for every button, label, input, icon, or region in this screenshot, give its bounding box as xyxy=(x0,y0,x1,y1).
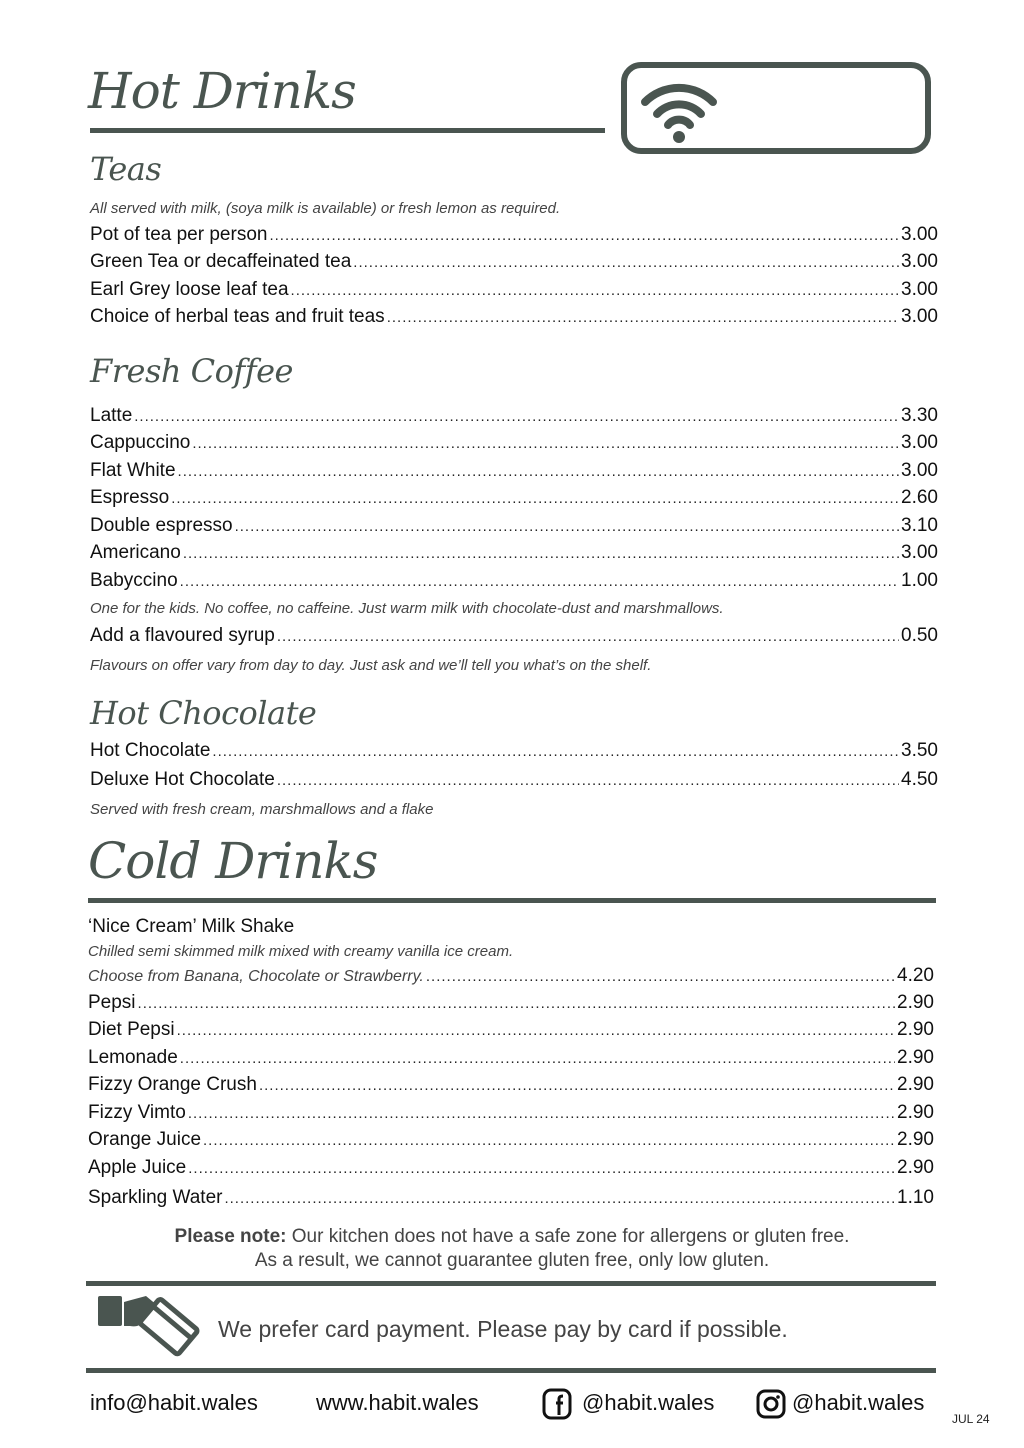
teas-note: All served with milk, (soya milk is available) or fresh lemon as required. xyxy=(90,200,561,217)
menu-item: Hot Chocolate ..... 3.50 xyxy=(90,740,938,762)
instagram-icon xyxy=(756,1389,786,1419)
menu-item: Apple Juice ..... 2.90 xyxy=(88,1157,934,1179)
syrup-note: Flavours on offer vary from day to day. Just ask and we’ll tell you what’s on the shelf. xyxy=(90,657,652,674)
menu-item: Fizzy Orange Crush ..... 2.90 xyxy=(88,1074,934,1096)
shake-desc: Chilled semi skimmed milk mixed with creamy vanilla ice cream. xyxy=(88,943,514,960)
website-link[interactable]: www.habit.wales xyxy=(316,1390,479,1415)
wifi-box xyxy=(621,62,931,154)
menu-item: Earl Grey loose leaf tea ..... 3.00 xyxy=(90,279,938,301)
menu-item: Fizzy Vimto ..... 2.90 xyxy=(88,1102,934,1124)
teas-heading: Teas xyxy=(90,150,162,188)
menu-item: Green Tea or decaffeinated tea ..... 3.00 xyxy=(90,251,938,273)
coffee-heading: Fresh Coffee xyxy=(90,352,293,390)
facebook-icon xyxy=(542,1388,572,1420)
menu-item: Deluxe Hot Chocolate ..... 4.50 xyxy=(90,769,938,791)
wifi-icon xyxy=(639,80,719,144)
menu-item: Sparkling Water ..... 1.10 xyxy=(88,1187,934,1209)
menu-item: Orange Juice ..... 2.90 xyxy=(88,1129,934,1151)
divider xyxy=(86,1368,936,1373)
menu-item: Pot of tea per person ..... 3.00 xyxy=(90,224,938,246)
date-code: JUL 24 xyxy=(952,1412,990,1426)
menu-item: Double espresso ..... 3.10 xyxy=(90,515,938,537)
menu-item: Choice of herbal teas and fruit teas ..... 3.00 xyxy=(90,306,938,328)
menu-item: ‘Nice Cream’ Milk Shake xyxy=(88,916,295,937)
chocolate-heading: Hot Chocolate xyxy=(90,694,317,732)
menu-item: Espresso ..... 2.60 xyxy=(90,487,938,509)
divider xyxy=(86,1281,936,1286)
allergen-notice-line2: As a result, we cannot guarantee gluten free, only low gluten. xyxy=(254,1250,770,1271)
divider xyxy=(88,898,936,903)
allergen-notice: Please note: Our kitchen does not have a safe zone for allergens or gluten free. xyxy=(174,1226,850,1247)
menu-item: Flat White ..... 3.00 xyxy=(90,460,938,482)
menu-item: Americano ..... 3.00 xyxy=(90,542,938,564)
menu-item: Choose from Banana, Chocolate or Strawberry. ..... 4.20 xyxy=(88,965,934,987)
chocolate-note: Served with fresh cream, marshmallows and a flake xyxy=(90,801,434,818)
instagram-link[interactable]: @habit.wales xyxy=(792,1390,925,1415)
facebook-link[interactable]: @habit.wales xyxy=(582,1390,715,1415)
email-link[interactable]: info@habit.wales xyxy=(90,1390,258,1415)
card-payment-text: We prefer card payment. Please pay by card if possible. xyxy=(218,1316,788,1342)
menu-item: Diet Pepsi ..... 2.90 xyxy=(88,1019,934,1041)
babyccino-note: One for the kids. No coffee, no caffeine. Just warm milk with chocolate-dust and marshmallows. xyxy=(90,600,724,617)
divider xyxy=(90,128,605,133)
menu-item: Lemonade ..... 2.90 xyxy=(88,1047,934,1069)
menu-item: Cappuccino ..... 3.00 xyxy=(90,432,938,454)
menu-item: Add a flavoured syrup ..... 0.50 xyxy=(90,625,938,647)
cold-drinks-title: Cold Drinks xyxy=(88,832,378,890)
menu-item: Latte ..... 3.30 xyxy=(90,405,938,427)
hot-drinks-title: Hot Drinks xyxy=(88,62,356,120)
menu-item: Pepsi ..... 2.90 xyxy=(88,992,934,1014)
card-payment-icon xyxy=(96,1292,208,1358)
menu-item: Babyccino ..... 1.00 xyxy=(90,570,938,592)
